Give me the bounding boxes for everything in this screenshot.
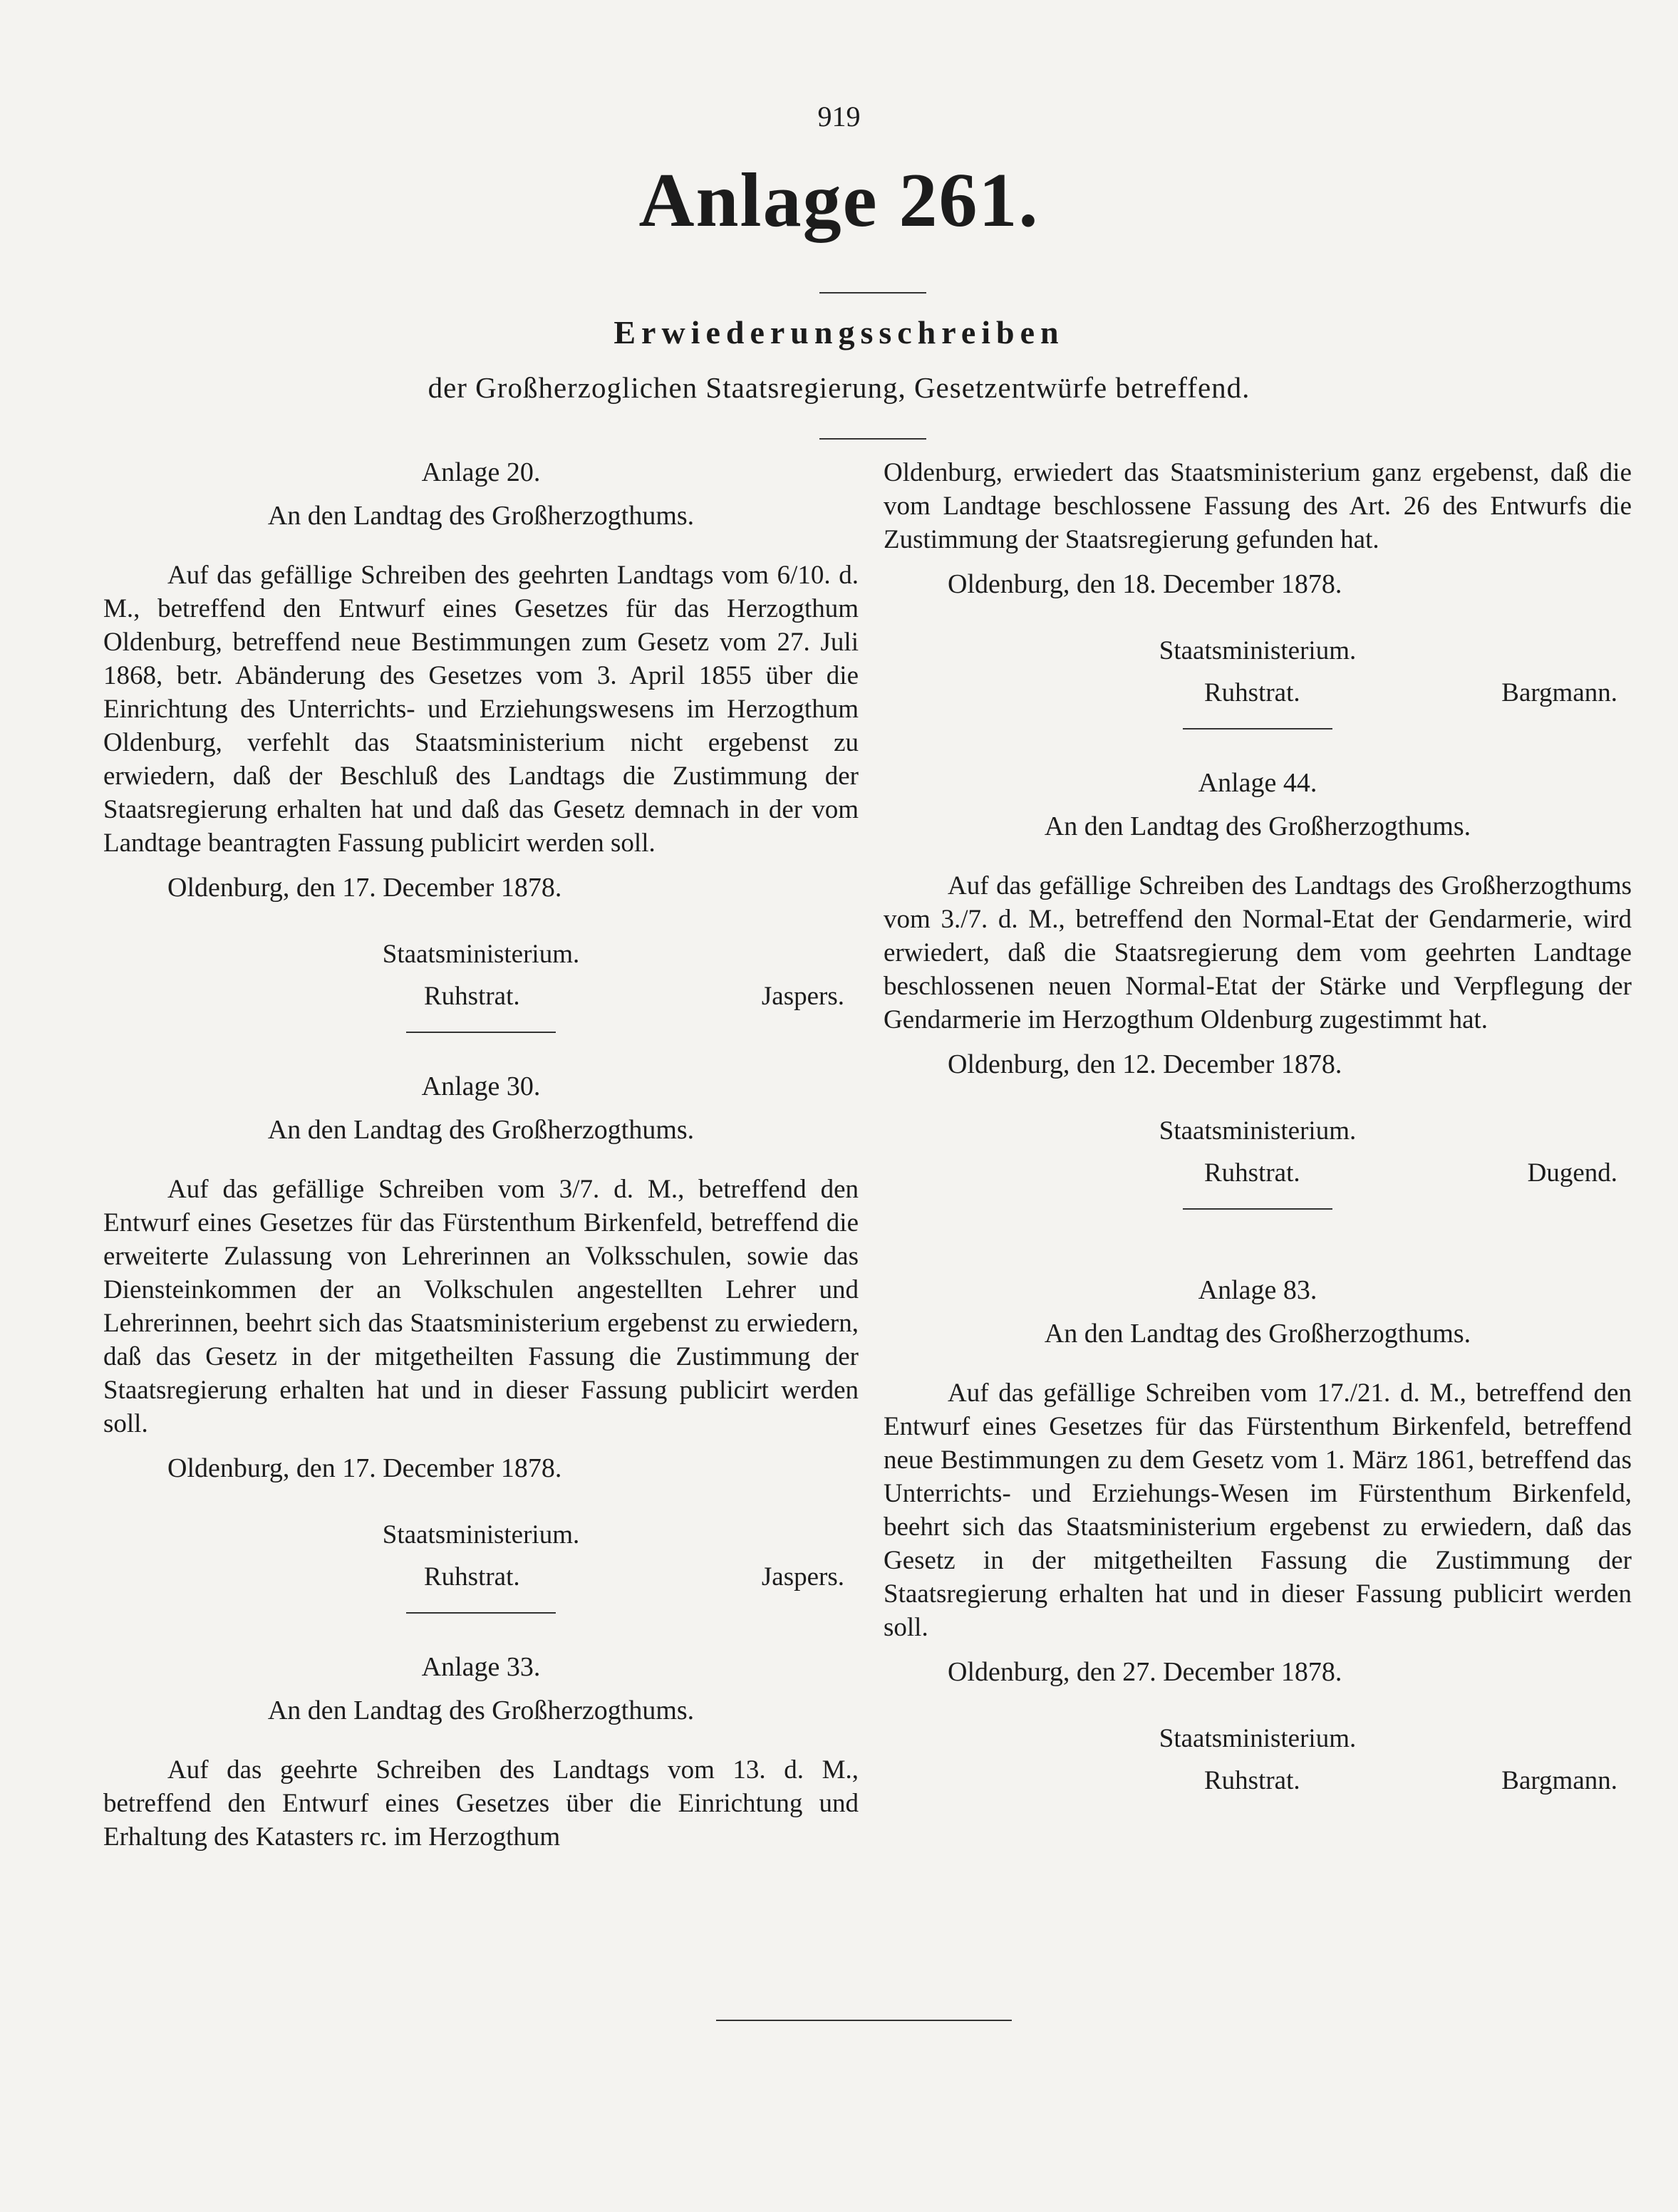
left-column: [103, 456, 859, 1854]
section-body: Auf das gefällige Schreiben vom 17./21. d. M., betreffend den Entwurf eines Gesetzes für das Fürstenthum Birkenfeld, betreffend neue Bestimmungen zu dem Gesetz vom 1. März 1861, betreffend das Unterrichts- und Erziehungs-Wesen im Fürstenthum Birkenfeld, beehrt sich das Staatsministerium ergebenst zu erwiedern, daß das Gesetz in der mitgetheilten Fassung die Zustimmung der Staatsregierung erhalten hat und in dieser Fassung publicirt werden soll.: [884, 1378, 1632, 1642]
section-body-continuation: Oldenburg, erwiedert das Staatsministerium ganz ergebenst, daß die vom Landtage beschlossene Fassung des Art. 26 des Entwurfs die Zustimmung der Staatsregierung gefunden hat.: [884, 458, 1632, 554]
signer-2: Jaspers.: [761, 982, 844, 1011]
subtitle: Erwiederungsschreiben: [613, 314, 1065, 351]
signer-1: Ruhstrat.: [1204, 1158, 1300, 1188]
section-title: Anlage 30.: [421, 1071, 541, 1101]
section-title: Anlage 33.: [421, 1652, 541, 1682]
signer-1: Ruhstrat.: [424, 982, 520, 1011]
section-body: Auf das gefällige Schreiben vom 3/7. d. M., betreffend den Entwurf eines Gesetzes für das Fürstenthum Birkenfeld, betreffend die erweiterte Zulassung von Lehrerinnen an Volksschulen, sowie das Diensteinkommen der an Volkschulen angestellten Lehrer und Lehrerinnen, beehrt sich das Staatsministerium ergebenst zu erwiedern, daß das Gesetz in der mitgetheilten Fassung die Zustimmung der Staatsregierung erhalten hat und in dieser Fassung publicirt werden soll.: [103, 1175, 859, 1438]
section-body: Auf das gefällige Schreiben des Landtags des Großherzogthums vom 3./7. d. M., betreffend den Normal-Etat der Gendarmerie, wird erwiedert, daß die Staatsregierung dem vom geehrten Landtage beschlossenen neuen Normal-Etat der Stärke und Verpflegung der Gendarmerie im Herzogthum Oldenburg zugestimmt hat.: [884, 871, 1632, 1034]
addressee: An den Landtag des Großherzogthums.: [267, 501, 695, 531]
ministry-label: Staatsministerium.: [1159, 636, 1357, 665]
section-body: Auf das geehrte Schreiben des Landtags vom 13. d. M., betreffend den Entwurf eines Gesetzes über die Einrichtung und Erhaltung des Katasters rc. im Herzogthum: [103, 1755, 859, 1852]
signatures: [884, 1156, 1632, 1190]
signatures: [103, 1560, 859, 1594]
section-title: Anlage 44.: [1198, 768, 1317, 798]
section-anlage-44: [884, 767, 1632, 1210]
section-divider: [1183, 1208, 1332, 1210]
addressee: An den Landtag des Großherzogthums.: [267, 1115, 695, 1145]
date-line: Oldenburg, den 12. December 1878.: [948, 1049, 1342, 1079]
addressee: An den Landtag des Großherzogthums.: [1044, 811, 1471, 841]
subtitle-rule: [819, 438, 926, 440]
addressee: An den Landtag des Großherzogthums.: [1044, 1319, 1471, 1349]
section-divider: [406, 1032, 556, 1033]
date-line: Oldenburg, den 18. December 1878.: [948, 569, 1342, 599]
section-anlage-33: [103, 1651, 859, 1854]
signer-1: Ruhstrat.: [1204, 1766, 1300, 1795]
section-body: Auf das gefällige Schreiben des geehrten Landtags vom 6/10. d. M., betreffend den Entwurf eines Gesetzes für das Herzogthum Oldenburg, betreffend neue Bestimmungen zum Gesetz vom 27. Juli 1868, betr. Abänderung des Gesetzes vom 3. April 1855 über die Einrichtung des Unterrichts- und Erziehungswesens im Herzogthum Oldenburg, verfehlt das Staatsministerium nicht ergebenst zu erwiedern, daß der Beschluß des Landtags die Zustimmung der Staatsregierung erhalten hat und daß das Gesetz demnach in der vom Landtage beantragten Fassung publicirt werden soll.: [103, 561, 859, 858]
section-anlage-83: [884, 1274, 1632, 1797]
signer-1: Ruhstrat.: [1204, 678, 1300, 707]
signer-2: Dugend.: [1527, 1158, 1617, 1188]
page-number: 919: [817, 100, 861, 133]
page-title: Anlage 261.: [638, 158, 1040, 243]
ministry-label: Staatsministerium.: [1159, 1724, 1357, 1753]
signatures: [884, 1764, 1632, 1797]
ministry-label: Staatsministerium.: [382, 940, 580, 969]
subtitle-description: der Großherzoglichen Staatsregierung, Gesetzentwürfe betreffend.: [428, 371, 1250, 404]
section-divider: [406, 1612, 556, 1614]
section-anlage-20: [103, 456, 859, 1033]
date-line: Oldenburg, den 27. December 1878.: [948, 1657, 1342, 1687]
title-rule: [819, 292, 926, 294]
section-anlage-30: [103, 1070, 859, 1614]
signatures: [884, 676, 1632, 710]
signer-2: Bargmann.: [1501, 678, 1617, 707]
section-title: Anlage 83.: [1198, 1275, 1317, 1305]
date-line: Oldenburg, den 17. December 1878.: [167, 1453, 562, 1483]
ministry-label: Staatsministerium.: [382, 1520, 580, 1549]
right-column: [884, 456, 1632, 1797]
section-divider: [1183, 728, 1332, 729]
signatures: [103, 980, 859, 1013]
signer-2: Bargmann.: [1501, 1766, 1617, 1795]
section-anlage-33-continued: [884, 456, 1632, 729]
date-line: Oldenburg, den 17. December 1878.: [167, 873, 562, 903]
addressee: An den Landtag des Großherzogthums.: [267, 1696, 695, 1725]
ministry-label: Staatsministerium.: [1159, 1116, 1357, 1146]
page-end-rule: [716, 2020, 1012, 2021]
signer-2: Jaspers.: [761, 1562, 844, 1592]
section-title: Anlage 20.: [421, 457, 541, 487]
signer-1: Ruhstrat.: [424, 1562, 520, 1592]
